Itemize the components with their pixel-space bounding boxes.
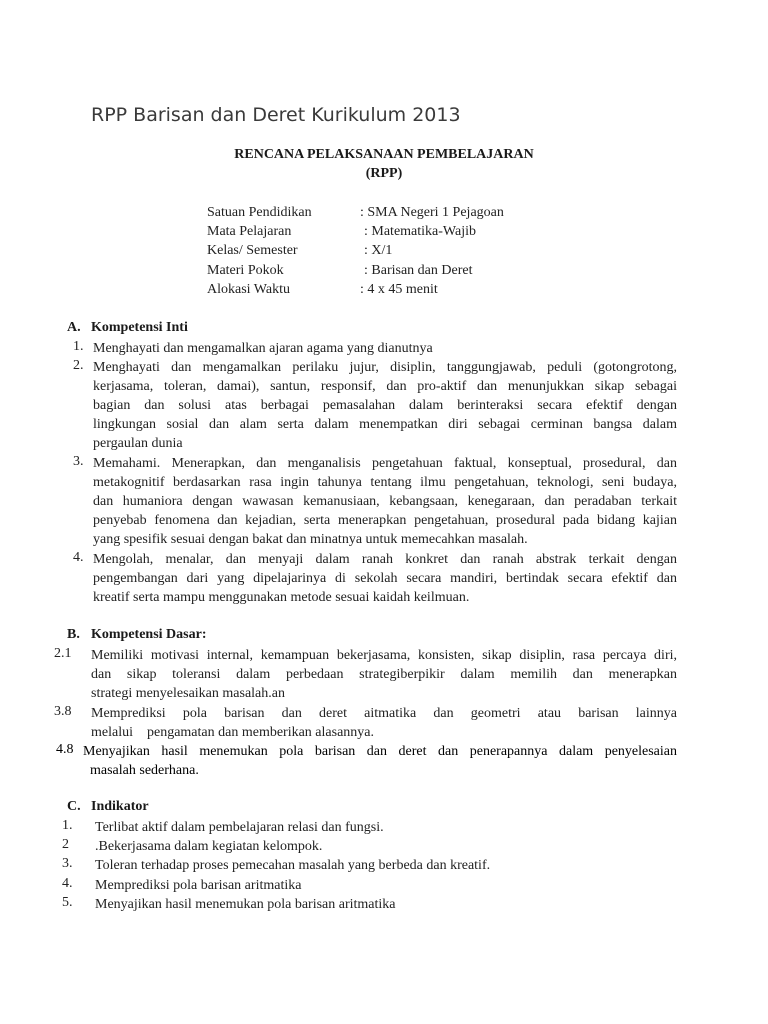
list-line: Toleran terhadap proses pemecahan masalah yang berbeda dan kreatif. bbox=[95, 858, 491, 873]
identity-value: : SMA Negeri 1 Pejagoan bbox=[360, 205, 504, 220]
list-line: kerjasama, toleran, damai), santun, responsif, dan pro-aktif dan menunjukkan sikap sebagai bbox=[93, 379, 677, 394]
list-number: 3. bbox=[62, 856, 73, 871]
list-line: bagian dan solusi atas berbagai pemasalahan dalam berinteraksi secara efektif dengan bbox=[93, 398, 677, 413]
rpp-heading: RENCANA PELAKSANAAN PEMBELAJARAN bbox=[234, 147, 534, 162]
list-line: Terlibat aktif dalam pembelajaran relasi dan fungsi. bbox=[95, 820, 384, 835]
list-number: 1. bbox=[62, 818, 73, 833]
identity-value: : X/1 bbox=[364, 243, 393, 258]
identity-label: Satuan Pendidikan bbox=[207, 205, 312, 220]
identity-label: Mata Pelajaran bbox=[207, 224, 292, 239]
list-line: Memprediksi pola barisan dan deret aitmatika dan geometri atau barisan lainnya bbox=[91, 706, 677, 721]
section-title: Indikator bbox=[91, 799, 149, 814]
list-line: lingkungan sosial dan alam serta dalam menempatkan diri sebagai cerminan bangsa dalam bbox=[93, 417, 677, 432]
list-number: 5. bbox=[62, 895, 73, 910]
list-number: 4. bbox=[73, 550, 84, 565]
indikator-item-1 bbox=[0, 818, 768, 837]
list-line: .Bekerjasama dalam kegiatan kelompok. bbox=[95, 839, 323, 854]
list-line: Memahami. Menerapkan, dan menganalisis pengetahuan faktual, konseptual, prosedural, dan bbox=[93, 456, 677, 471]
list-line: Menyajikan hasil menemukan pola barisan dan deret dan penerapannya dalam penyelesaian bbox=[83, 744, 677, 759]
section-title: Kompetensi Dasar: bbox=[91, 627, 207, 642]
list-line: Menghayati dan mengamalkan ajaran agama yang dianutnya bbox=[93, 341, 433, 356]
list-line: pergaulan dunia bbox=[93, 436, 183, 451]
list-number: 4.8 bbox=[56, 742, 74, 757]
identity-value: : Matematika-Wajib bbox=[364, 224, 476, 239]
identity-label: Alokasi Waktu bbox=[207, 282, 290, 297]
document-title: RPP Barisan dan Deret Kurikulum 2013 bbox=[91, 104, 461, 126]
identity-label: Materi Pokok bbox=[207, 263, 284, 278]
list-line: Memprediksi pola barisan aritmatika bbox=[95, 878, 302, 893]
list-number: 2. bbox=[73, 358, 84, 373]
list-line: yang spesifik sesuai dengan bakat dan minatnya untuk memecahkan masalah. bbox=[93, 532, 528, 547]
list-line: Memiliki motivasi internal, kemampuan bekerjasama, konsisten, sikap disiplin, rasa percaya diri, bbox=[91, 648, 677, 663]
section-heading-kompetensi-dasar bbox=[67, 627, 207, 643]
indikator-item-2 bbox=[0, 837, 768, 856]
indikator-item-5 bbox=[0, 895, 768, 914]
list-line: dan sikap toleransi dalam perbedaan strategiberpikir dalam memilih dan menerapkan bbox=[91, 667, 677, 682]
list-number: 4. bbox=[62, 876, 73, 891]
section-heading-indikator bbox=[67, 799, 149, 815]
identity-value: : 4 x 45 menit bbox=[360, 282, 438, 297]
kd-item-4-8 bbox=[0, 742, 768, 780]
list-line: masalah sederhana. bbox=[90, 763, 199, 778]
list-number: 2.1 bbox=[54, 646, 72, 661]
list-number: 2 bbox=[62, 837, 69, 852]
list-line: kreatif serta mampu menggunakan metode sesuai kaidah keilmuan. bbox=[93, 590, 470, 605]
section-heading-kompetensi-inti bbox=[67, 320, 188, 336]
kd-item-3-8 bbox=[0, 704, 768, 742]
indikator-item-3 bbox=[0, 856, 768, 875]
list-number: 3.8 bbox=[54, 704, 72, 719]
identity-value: : Barisan dan Deret bbox=[364, 263, 473, 278]
ki-item-4 bbox=[0, 550, 768, 607]
list-line: pengembangan dari yang dipelajarinya di sekolah secara mandiri, bertindak secara efektif dan bbox=[93, 571, 677, 586]
list-line: dan humaniora dengan wawasan kemanusiaan, kebangsaan, kenegaraan, dan peradaban terkait bbox=[93, 494, 677, 509]
list-line: melalui pengamatan dan memberikan alasannya. bbox=[91, 725, 375, 740]
list-line: Menghayati dan mengamalkan perilaku jujur, disiplin, tanggungjawab, peduli (gotongrotong, bbox=[93, 360, 677, 375]
list-number: 3. bbox=[73, 454, 84, 469]
kd-item-2-1 bbox=[0, 646, 768, 703]
list-line: strategi menyelesaikan masalah.an bbox=[91, 686, 285, 701]
rpp-heading-abbr: (RPP) bbox=[365, 166, 403, 181]
section-letter: A. bbox=[67, 320, 81, 335]
list-number: 1. bbox=[73, 339, 84, 354]
section-letter: C. bbox=[67, 799, 81, 814]
identity-label: Kelas/ Semester bbox=[207, 243, 298, 258]
list-line: Menyajikan hasil menemukan pola barisan aritmatika bbox=[95, 897, 396, 912]
ki-item-3 bbox=[0, 454, 768, 549]
ki-item-1 bbox=[0, 339, 768, 358]
list-line: Mengolah, menalar, dan menyaji dalam ranah konkret dan ranah abstrak terkait dengan bbox=[93, 552, 677, 567]
indikator-item-4 bbox=[0, 876, 768, 895]
ki-item-2 bbox=[0, 358, 768, 453]
section-letter: B. bbox=[67, 627, 80, 642]
section-title: Kompetensi Inti bbox=[91, 320, 188, 335]
list-line: penyebab fenomena dan kejadian, serta menerapkan pengetahuan, prosedural pada bidang kajian bbox=[93, 513, 677, 528]
list-line: metakognitif berdasarkan rasa ingin tahunya tentang ilmu pengetahuan, teknologi, seni budaya, bbox=[93, 475, 677, 490]
